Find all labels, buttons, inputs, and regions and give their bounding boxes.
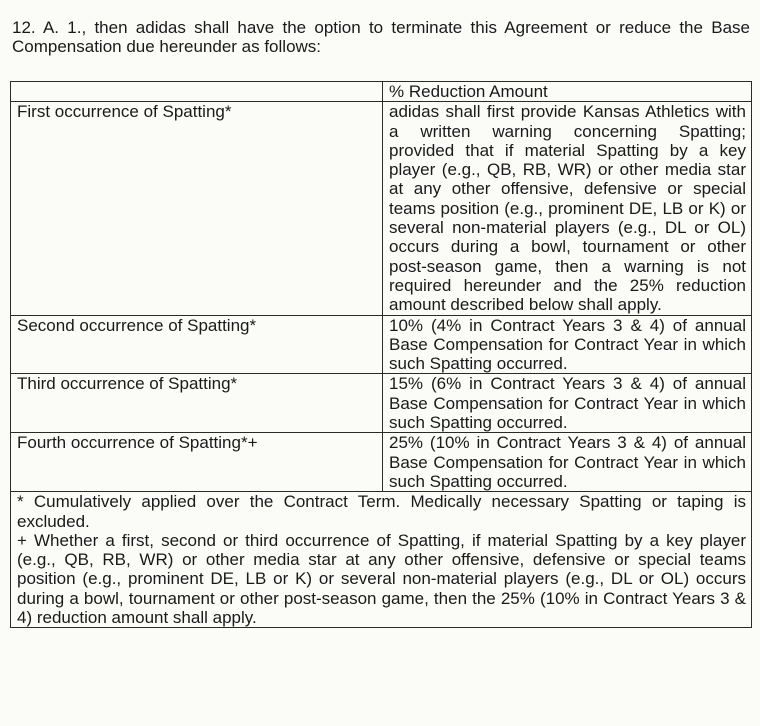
spatting-reduction-table [10,81,752,628]
header-cell-reduction: % Reduction Amount [383,82,752,102]
table-row [11,374,752,433]
occurrence-cell: Third occurrence of Spatting* [11,374,383,433]
occurrence-cell: Fourth occurrence of Spatting*+ [11,433,383,492]
table-row [11,102,752,315]
reduction-cell: 15% (6% in Contract Years 3 & 4) of annual Base Compensation for Contract Year in which such Spatting occurred. [383,374,752,433]
footnote-row [11,492,752,628]
footnote-asterisk: * Cumulatively applied over the Contract Term. Medically necessary Spatting or taping is excluded. [17,492,746,531]
intro-line-2: Base Compensation due hereunder as follows: [12,18,750,57]
table-row [11,315,752,374]
footnote-cell [11,492,752,628]
reduction-cell: adidas shall first provide Kansas Athletics with a written warning concerning Spatting; provided that if material Spatting by a key player (e.g., QB, RB, WR) or other media star at any other offensive, defensive or special teams position (e.g., prominent DE, LB or K) or several non-material players (e.g., DL or OL) occurs during a bowl, tournament or other post-season game, then a warning is not required hereunder and the 25% reduction amount described below shall apply. [383,102,752,315]
table-row [11,433,752,492]
occurrence-cell: Second occurrence of Spatting* [11,315,383,374]
intro-line-1: 12. A. 1., then adidas shall have the option to terminate this Agreement or reduce the [12,18,703,37]
table-header-row [11,82,752,102]
header-cell-occurrence [11,82,383,102]
reduction-cell: 25% (10% in Contract Years 3 & 4) of annual Base Compensation for Contract Year in which such Spatting occurred. [383,433,752,492]
occurrence-cell: First occurrence of Spatting* [11,102,383,315]
footnote-plus: + Whether a first, second or third occurrence of Spatting, if material Spatting by a key player (e.g., QB, RB, WR) or other media star at any other offensive, defensive or special teams position (e.g., prominent DE, LB or K) or several non-material players (e.g., DL or OL) occurs during a bowl, tournament or other post-season game, then the 25% (10% in Contract Years 3 & 4) reduction amount shall apply. [17,530,746,628]
reduction-cell: 10% (4% in Contract Years 3 & 4) of annual Base Compensation for Contract Year in which such Spatting occurred. [383,315,752,374]
intro-paragraph [12,18,750,57]
